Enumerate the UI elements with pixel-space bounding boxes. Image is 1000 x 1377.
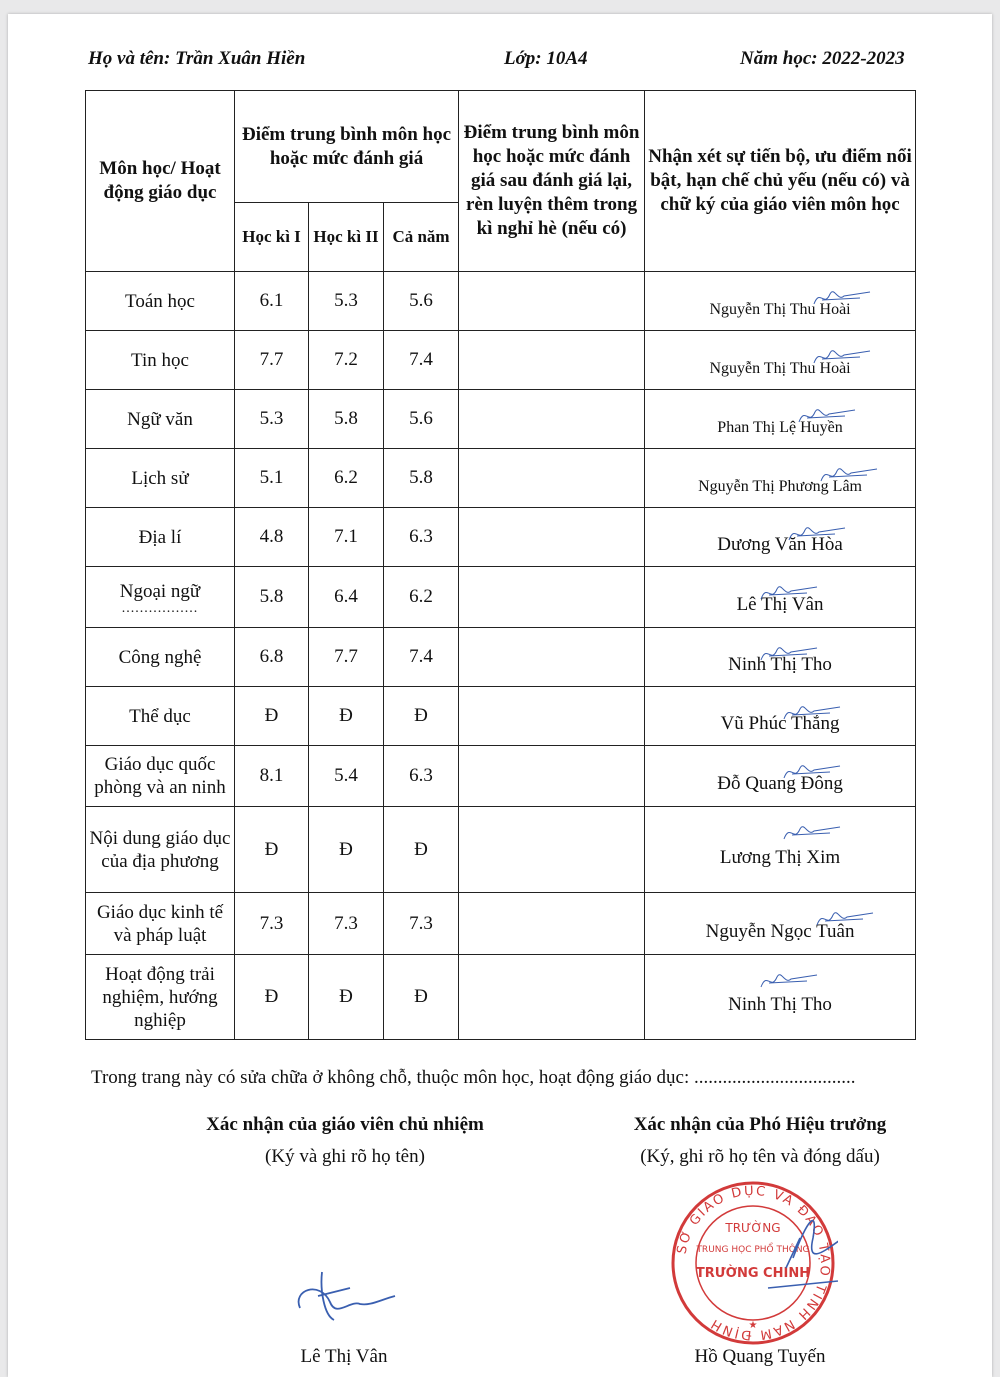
subject-name: Lịch sử: [131, 467, 189, 489]
year-score: 6.2: [384, 567, 459, 628]
class-label: Lớp: 10A4: [504, 48, 588, 69]
teacher-name: Dương Văn Hòa: [717, 534, 843, 555]
reevaluation-cell: [459, 449, 645, 508]
subject-cell: [86, 687, 235, 746]
teacher-name: Lê Thị Vân: [736, 594, 824, 615]
term2-score: 7.3: [309, 893, 384, 955]
year-score: Đ: [384, 687, 459, 746]
table-row: [86, 746, 916, 807]
teacher-name: Ninh Thị Tho: [728, 994, 832, 1015]
subject-cell: [86, 331, 235, 390]
vice-principal-confirmation: [620, 1114, 900, 1168]
col-average-header: Điểm trung bình môn học hoặc mức đánh giá: [235, 91, 459, 203]
vice-principal-title: Xác nhận của Phó Hiệu trưởng: [633, 1114, 887, 1135]
year-score: 5.6: [384, 390, 459, 449]
term1-score: 5.8: [235, 567, 309, 628]
subject-cell: [86, 508, 235, 567]
term1-score: 7.3: [235, 893, 309, 955]
subject-name: Nội dung giáo dục của địa phương: [89, 827, 231, 872]
teacher-name: Nguyễn Ngọc Tuân: [705, 920, 855, 942]
reevaluation-cell: [459, 628, 645, 687]
year-score: 7.4: [384, 628, 459, 687]
term2-score: 7.2: [309, 331, 384, 390]
table-row: [86, 331, 916, 390]
subject-name: Địa lí: [138, 526, 182, 548]
year-score: 5.6: [384, 272, 459, 331]
subject-name: Toán học: [125, 290, 195, 312]
subject-cell: [86, 628, 235, 687]
reevaluation-cell: [459, 272, 645, 331]
subject-blank-line: .................: [121, 600, 199, 616]
table-row: [86, 390, 916, 449]
reevaluation-cell: [459, 331, 645, 390]
reevaluation-cell: [459, 687, 645, 746]
teacher-cell: [645, 955, 916, 1040]
subject-name: Công nghệ: [118, 646, 202, 668]
reevaluation-cell: [459, 390, 645, 449]
term2-score: 5.8: [309, 390, 384, 449]
svg-text:★: ★: [748, 1320, 758, 1331]
col-comment-header: Nhận xét sự tiến bộ, ưu điểm nổi bật, hạn chế chủ yếu (nếu có) và chữ ký của giáo viên môn học: [645, 91, 916, 272]
subject-name: Ngoại ngữ: [119, 580, 201, 602]
subject-cell: [86, 567, 235, 628]
teacher-cell: [645, 390, 916, 449]
table-row: [86, 567, 916, 628]
subject-cell: [86, 390, 235, 449]
reevaluation-cell: [459, 567, 645, 628]
teacher-name: Lương Thị Xim: [719, 846, 841, 868]
teacher-cell: [645, 449, 916, 508]
subject-cell: [86, 272, 235, 331]
reevaluation-cell: [459, 807, 645, 893]
teacher-cell: [645, 331, 916, 390]
subject-cell: [86, 893, 235, 955]
school-stamp: [668, 1178, 838, 1348]
subject-cell: [86, 746, 235, 807]
subject-name: Ngữ văn: [127, 408, 193, 430]
term2-score: 7.1: [309, 508, 384, 567]
table-row: [86, 449, 916, 508]
term1-score: Đ: [235, 687, 309, 746]
homeroom-signature: [290, 1260, 410, 1330]
grades-table: [85, 90, 916, 1040]
table-row: [86, 687, 916, 746]
table-row: [86, 272, 916, 331]
homeroom-name: Lê Thị Vân: [300, 1346, 388, 1367]
subject-name: Giáo dục quốc phòng và an ninh: [94, 754, 226, 798]
subject-cell: [86, 449, 235, 508]
term2-score: 7.7: [309, 628, 384, 687]
table-row: [86, 628, 916, 687]
term2-score: 5.4: [309, 746, 384, 807]
vice-principal-name: Hồ Quang Tuyến: [694, 1346, 826, 1367]
teacher-name: Nguyễn Thị Thu Hoài: [709, 301, 851, 318]
teacher-cell: [645, 272, 916, 331]
term1-score: Đ: [235, 955, 309, 1040]
year-score: Đ: [384, 955, 459, 1040]
year-score: 7.4: [384, 331, 459, 390]
term1-score: 6.8: [235, 628, 309, 687]
term1-score: 6.1: [235, 272, 309, 331]
col-term1-header: Học kì I: [235, 203, 309, 272]
col-subject-header: Môn học/ Hoạt động giáo dục: [86, 91, 235, 272]
teacher-cell: [645, 687, 916, 746]
term2-score: Đ: [309, 687, 384, 746]
term2-score: 6.2: [309, 449, 384, 508]
table-row: [86, 807, 916, 893]
teacher-cell: [645, 807, 916, 893]
col-year-header: Cả năm: [384, 203, 459, 272]
school-year: Năm học: 2022-2023: [740, 48, 905, 69]
term1-score: Đ: [235, 807, 309, 893]
table-row: [86, 508, 916, 567]
teacher-name: Nguyễn Thị Thu Hoài: [709, 360, 851, 377]
teacher-name: Nguyễn Thị Phương Lâm: [698, 478, 862, 495]
reevaluation-cell: [459, 893, 645, 955]
year-score: 6.3: [384, 508, 459, 567]
subject-name: Thể dục: [129, 705, 191, 727]
teacher-name: Ninh Thị Tho: [728, 654, 832, 675]
reevaluation-cell: [459, 746, 645, 807]
homeroom-confirmation: [200, 1114, 490, 1168]
reevaluation-cell: [459, 508, 645, 567]
svg-text:SỞ GIÁO DỤC VÀ ĐÀO TẠO TỈNH NA: [675, 1184, 833, 1342]
subject-cell: [86, 955, 235, 1040]
teacher-cell: [645, 567, 916, 628]
corrections-note: Trong trang này có sửa chữa ở không chỗ, thuộc môn học, hoạt động giáo dục: ..................................: [91, 1067, 856, 1088]
teacher-signature: [757, 965, 827, 995]
year-score: 7.3: [384, 893, 459, 955]
homeroom-subtitle: (Ký và ghi rõ họ tên): [265, 1146, 425, 1167]
student-name: Họ và tên: Trần Xuân Hiền: [88, 48, 306, 69]
stamp-line1: TRƯỜNG: [725, 1221, 781, 1235]
teacher-cell: [645, 508, 916, 567]
subject-name: Giáo dục kinh tế và pháp luật: [96, 901, 224, 946]
col-term2-header: Học kì II: [309, 203, 384, 272]
term2-score: 5.3: [309, 272, 384, 331]
teacher-cell: [645, 893, 916, 955]
term2-score: Đ: [309, 955, 384, 1040]
year-score: 6.3: [384, 746, 459, 807]
subject-name: Hoạt động trải nghiệm, hướng nghiệp: [102, 963, 218, 1031]
table-row: [86, 893, 916, 955]
term1-score: 5.3: [235, 390, 309, 449]
term1-score: 8.1: [235, 746, 309, 807]
reevaluation-cell: [459, 955, 645, 1040]
year-score: Đ: [384, 807, 459, 893]
teacher-signature: [780, 817, 850, 847]
year-score: 5.8: [384, 449, 459, 508]
teacher-name: Vũ Phúc Thắng: [720, 713, 840, 734]
subject-cell: [86, 807, 235, 893]
term2-score: 6.4: [309, 567, 384, 628]
vice-principal-subtitle: (Ký, ghi rõ họ tên và đóng dấu): [640, 1146, 880, 1167]
stamp-outer-text: SỞ GIÁO DỤC VÀ ĐÀO TẠO TỈNH NAM ĐỊNH: [674, 1183, 833, 1343]
term1-score: 5.1: [235, 449, 309, 508]
col-reevaluation-header: Điểm trung bình môn học hoặc mức đánh giá sau đánh giá lại, rèn luyện thêm trong kì nghỉ hè (nếu có): [459, 91, 645, 272]
subject-name: Tin học: [131, 349, 189, 371]
table-row: [86, 955, 916, 1040]
term1-score: 7.7: [235, 331, 309, 390]
teacher-name: Phan Thị Lệ Huyền: [717, 419, 843, 436]
teacher-cell: [645, 628, 916, 687]
teacher-name: Đỗ Quang Đông: [717, 773, 843, 794]
stamp-line3: TRƯỜNG CHINH: [695, 1266, 811, 1281]
term1-score: 4.8: [235, 508, 309, 567]
term2-score: Đ: [309, 807, 384, 893]
teacher-cell: [645, 746, 916, 807]
stamp-line2: TRUNG HỌC PHỔ THÔNG: [696, 1245, 810, 1255]
homeroom-title: Xác nhận của giáo viên chủ nhiệm: [206, 1114, 484, 1135]
